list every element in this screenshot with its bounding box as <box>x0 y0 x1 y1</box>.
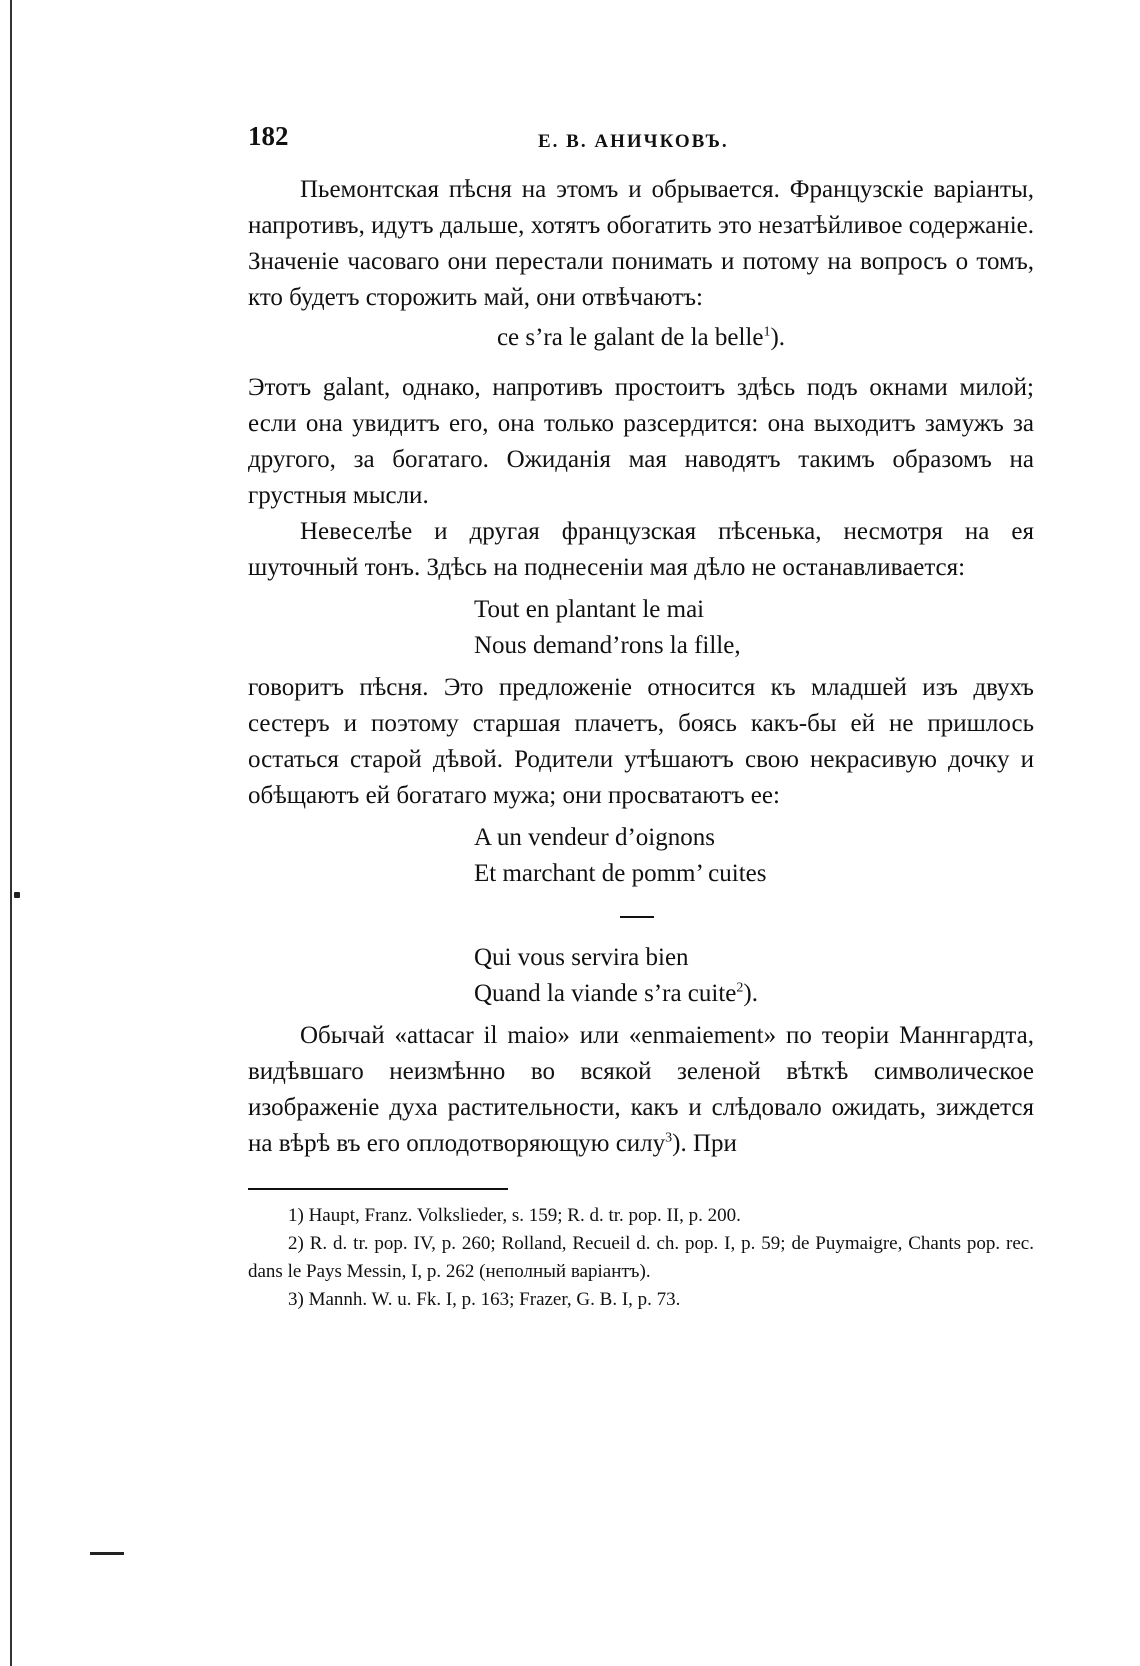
paragraph-5 <box>248 1018 1034 1162</box>
verse-block-1 <box>248 592 1034 664</box>
verse-line: Nous demand’rons la fille, <box>474 632 741 659</box>
page-number: 182 <box>248 121 289 151</box>
verse-line: A un vendeur d’oignons <box>474 824 715 851</box>
verse-line-with-note <box>474 976 1034 1012</box>
running-head: Е. В. АНИЧКОВЪ. <box>538 131 729 152</box>
quote-line-1 <box>248 320 1034 356</box>
quote-end: ). <box>770 324 786 351</box>
verse-separator-dash <box>620 916 654 918</box>
scan-mark-dot <box>14 892 20 898</box>
footnote-rule <box>248 1188 508 1190</box>
paragraph-1: Пьемонтская пѣсня на этомъ и обрывается. Французскіе варіанты, напротивъ, идутъ дальше, хотятъ обогатить это незатѣйливое содержаніе. Значеніе часоваго они перестали понимать и потому на вопросъ о томъ, кто будетъ сторожить май, они отвѣчаютъ: <box>248 176 1034 311</box>
footnote-ref-2: 2 <box>736 980 744 996</box>
paragraph-5-text: Обычай «attacar il maio» или «enmaiement» по теоріи Маннгардта, видѣвшаго неизмѣнно во всякой зеленой вѣткѣ символическое изображеніе духа растительности, какъ и слѣдовало ожидать, зиждется на вѣрѣ въ его оплодотворяющую силу <box>248 1022 1034 1157</box>
paragraph-3: Невеселѣе и другая французская пѣсенька, несмотря на ея шуточный тонъ. Здѣсь на поднесеніи мая дѣло не останавливается: <box>248 518 1034 581</box>
scan-mark-dash <box>90 1552 124 1555</box>
verse-text: Quand la viande s’ra cuite <box>474 980 737 1007</box>
verse-line: Et marchant de pomm’ cuites <box>474 860 767 887</box>
footnote-2: 2) R. d. tr. pop. IV, p. 260; Rolland, Recueil d. ch. pop. I, p. 59; de Puymaigre, Chants pop. rec. dans le Pays Messin, I, p. 262 (неполный варіантъ). <box>248 1233 1034 1282</box>
footnote-ref-3: 3 <box>665 1130 673 1146</box>
verse-line: Qui vous servira bien <box>474 944 689 971</box>
verse-block-2 <box>248 820 1034 892</box>
quote-text: ce s’ra le galant de la belle <box>496 324 764 351</box>
footnote-3: 3) Mannh. W. u. Fk. I, p. 163; Frazer, G. B. I, p. 73. <box>288 1289 681 1310</box>
verse-block-3 <box>248 940 1034 1012</box>
book-page <box>248 118 1034 1314</box>
paragraph-4: говоритъ пѣсня. Это предложеніе относится къ младшей изъ двухъ сестеръ и поэтому старшая плачетъ, боясь какъ-бы ей не пришлось остаться старой дѣвой. Родители утѣшаютъ свою некрасивую дочку и обѣщаютъ ей богатаго мужа; они просватаютъ ее: <box>248 674 1034 809</box>
page-header <box>248 118 1034 158</box>
verse-end: ). <box>743 980 758 1007</box>
footnotes <box>248 1202 1034 1314</box>
footnote-ref-1: 1 <box>763 324 771 340</box>
scan-edge-line <box>10 0 12 1666</box>
paragraph-5-end: ). При <box>672 1130 737 1157</box>
footnote-1: 1) Haupt, Franz. Volkslieder, s. 159; R. d. tr. pop. II, p. 200. <box>288 1205 741 1226</box>
paragraph-2: Этотъ galant, однако, напротивъ простоитъ здѣсь подъ окнами милой; если она увидитъ его, она только разсердится: она выходитъ замужъ за другого, за богатаго. Ожиданія мая наводятъ такимъ образомъ на грустныя мысли. <box>248 374 1034 509</box>
verse-line: Tout en plantant le mai <box>474 596 705 623</box>
